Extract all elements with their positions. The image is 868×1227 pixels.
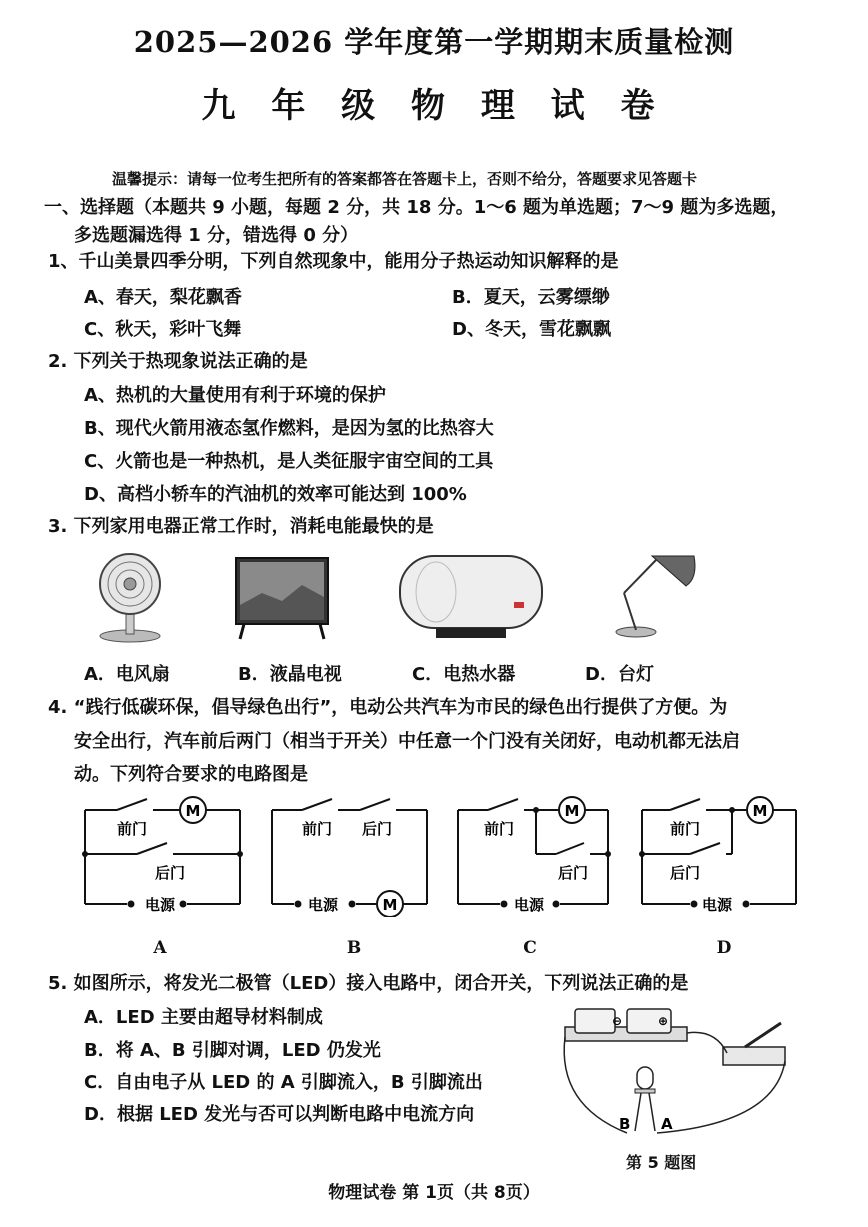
back-door-label: 后门 [362,820,393,838]
q5-option-d: D．根据 LED 发光与否可以判断电路中电流方向 [84,1104,475,1125]
circuit-diagram-a [75,792,250,917]
circuit-diagram-d [634,792,809,917]
q5-stem: 5. 如图所示，将发光二极管（LED）接入电路中，闭合开关，下列说法正确的是 [48,973,689,994]
front-door-label: 前门 [484,820,515,838]
page-footer: 物理试卷 第 1页（共 8页） [328,1183,540,1203]
led-pin-b-label: B [619,1115,631,1133]
exam-subtitle: 九 年 级 物 理 试 卷 [201,86,667,126]
figure-caption: 第 5 题图 [626,1153,697,1172]
power-source-label: 电源 [702,896,733,914]
q3-stem: 3. 下列家用电器正常工作时，消耗电能最快的是 [48,516,434,537]
back-door-label: 后门 [558,864,589,882]
q5-option-a: A．LED 主要由超导材料制成 [84,1007,323,1028]
q4-stem-line1: 4. “践行低碳环保，倡导绿色出行”，电动公共汽车为市民的绿色出行提供了方便。为 [48,697,728,718]
svg-text:⊖: ⊖ [611,1014,623,1028]
lcd-tv-image [232,555,332,645]
motor-label: M [752,802,768,820]
circuit-label-a: A [153,938,167,958]
q2-option-a: A、热机的大量使用有利于环境的保护 [84,385,386,406]
q1-option-d: D、冬天，雪花飘飘 [452,319,611,340]
front-door-label: 前门 [670,820,701,838]
svg-text:⊕: ⊕ [657,1014,669,1028]
led-circuit-figure [555,1005,805,1145]
q3-option-b: B．液晶电视 [238,664,342,685]
desk-lamp-image [606,548,706,640]
q2-option-d: D、高档小轿车的汽油机的效率可能达到 100% [84,484,467,505]
motor-label: M [382,896,398,914]
exam-title: 2025—2026 学年度第一学期期末质量检测 [133,25,735,59]
q3-option-d: D．台灯 [585,664,654,685]
power-source-label: 电源 [514,896,545,914]
front-door-label: 前门 [302,820,333,838]
q2-option-b: B、现代火箭用液态氢作燃料，是因为氢的比热容大 [84,418,494,439]
q3-option-a: A．电风扇 [84,664,170,685]
q4-stem-line3: 动。下列符合要求的电路图是 [74,764,308,785]
q3-option-c: C．电热水器 [412,664,516,685]
q1-option-b: B．夏天，云雾缥缈 [452,287,610,308]
q4-stem-line2: 安全出行，汽车前后两门（相当于开关）中任意一个门没有关闭好，电动机都无法启 [74,731,740,752]
circuit-diagram-b [262,792,437,917]
power-source-label: 电源 [145,896,176,914]
section-heading-cont: 多选题漏选得 1 分，错选得 0 分） [74,225,359,246]
front-door-label: 前门 [117,820,148,838]
tip-text: 温馨提示：请每一位考生把所有的答案都答在答题卡上，否则不给分，答题要求见答题卡 [112,170,698,188]
water-heater-image [396,550,546,645]
q2-option-c: C、火箭也是一种热机，是人类征服宇宙空间的工具 [84,451,494,472]
electric-fan-image [95,548,165,643]
circuit-label-d: D [716,938,732,958]
q5-option-c: C．自由电子从 LED 的 A 引脚流入，B 引脚流出 [84,1072,483,1093]
motor-label: M [564,802,580,820]
q1-option-a: A、春天，梨花飘香 [84,287,242,308]
q5-option-b: B．将 A、B 引脚对调，LED 仍发光 [84,1040,381,1061]
back-door-label: 后门 [155,864,186,882]
q1-stem: 1、千山美景四季分明，下列自然现象中，能用分子热运动知识解释的是 [48,251,619,272]
led-pin-a-label: A [661,1115,673,1133]
back-door-label: 后门 [670,864,701,882]
circuit-label-c: C [523,938,537,958]
circuit-label-b: B [346,938,362,958]
q1-option-c: C、秋天，彩叶飞舞 [84,319,242,340]
section-heading: 一、选择题（本题共 9 小题，每题 2 分，共 18 分。1～6 题为单选题；7～9 题为多选题， [44,197,789,218]
q2-stem: 2. 下列关于热现象说法正确的是 [48,351,308,372]
power-source-label: 电源 [308,896,339,914]
motor-label: M [185,802,201,820]
circuit-diagram-c [448,792,623,917]
